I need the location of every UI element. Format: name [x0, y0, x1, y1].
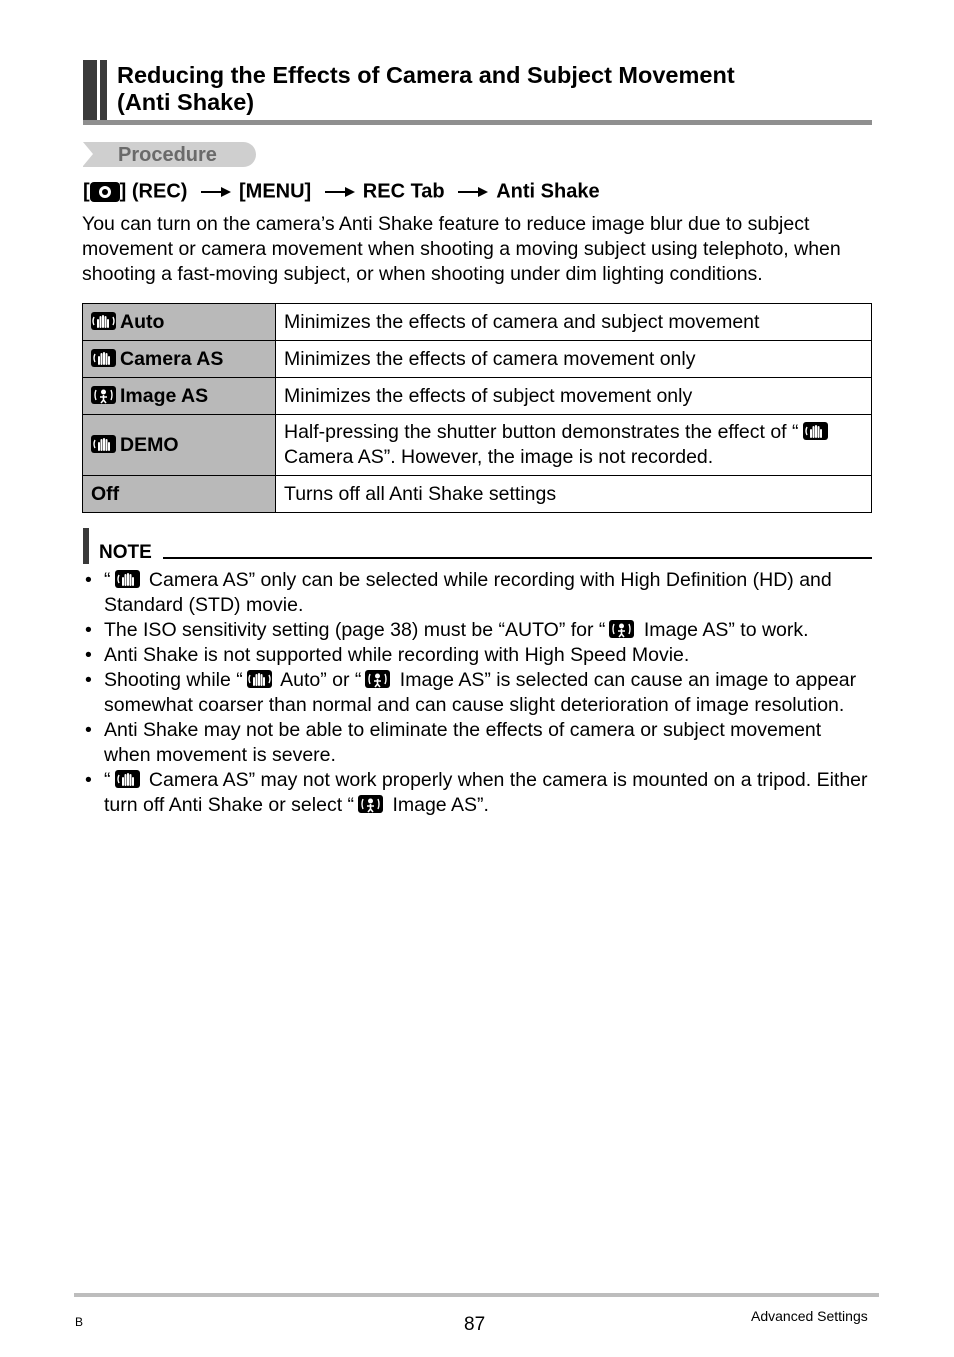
anti-shake-settings-table [82, 303, 872, 513]
path-menu: [MENU] [239, 180, 312, 203]
table-row [83, 415, 872, 476]
setting-cell [83, 341, 276, 378]
heading-bar-thin [100, 60, 107, 121]
note-rule [163, 557, 872, 559]
setting-cell [83, 378, 276, 415]
footer-section: Advanced Settings [751, 1308, 868, 1324]
setting-label: Camera AS [120, 347, 224, 370]
arrow-right-icon [325, 185, 355, 199]
setting-cell [83, 476, 276, 513]
table-row [83, 476, 872, 513]
page-number: 87 [464, 1314, 486, 1335]
demo-icon [91, 435, 116, 453]
list-item: • Anti Shake may not be able to eliminate the effects of camera or subject movement when movement is severe. [82, 718, 872, 768]
image-as-icon [358, 795, 383, 813]
procedure-label: Procedure [118, 144, 217, 166]
footer-rule [74, 1293, 879, 1297]
table-row [83, 378, 872, 415]
setting-label: DEMO [120, 433, 179, 456]
path-rec: ] (REC) [119, 180, 188, 203]
setting-desc: Minimizes the effects of subject movement only [276, 378, 872, 415]
path-item: Anti Shake [496, 180, 600, 203]
heading-underline [83, 120, 872, 125]
arrow-right-icon [201, 185, 231, 199]
setting-desc: Half-pressing the shutter button demonstrates the effect of “ Camera AS”. However, the image is not recorded. [276, 415, 872, 476]
camera-icon [90, 182, 120, 202]
image-as-icon [91, 386, 116, 404]
list-item: • “ Camera AS” only can be selected while recording with High Definition (HD) and Standard (STD) movie. [82, 568, 872, 618]
arrow-right-icon [458, 185, 488, 199]
list-item: • “ Camera AS” may not work properly when the camera is mounted on a tripod. Either turn off Anti Shake or select “ Image AS”. [82, 768, 872, 818]
list-item: • Shooting while “ Auto” or “ Image AS” is selected can cause an image to appear somewhat coarser than normal and can cause slight deterioration of image resolution. [82, 668, 872, 718]
footer-language-code: B [75, 1315, 84, 1329]
setting-label: Off [91, 482, 120, 505]
note-label: NOTE [99, 542, 152, 563]
setting-cell [83, 415, 276, 476]
page-title-line1: Reducing the Effects of Camera and Subject Movement [117, 62, 735, 88]
setting-label: Image AS [120, 384, 209, 407]
list-item: • Anti Shake is not supported while recording with High Speed Movie. [82, 643, 872, 668]
camera-as-icon [115, 770, 140, 788]
note-list [82, 568, 872, 818]
menu-path: [ ] (REC) [MENU] REC Tab Anti Shake [83, 180, 600, 203]
procedure-notch [83, 142, 93, 166]
camera-as-icon [803, 422, 828, 440]
list-item: • The ISO sensitivity setting (page 38) must be “AUTO” for “ Image AS” to work. [82, 618, 872, 643]
image-as-icon [609, 620, 634, 638]
camera-as-icon [115, 570, 140, 588]
setting-cell [83, 304, 276, 341]
anti-shake-auto-icon [247, 670, 272, 688]
setting-desc: Turns off all Anti Shake settings [276, 476, 872, 513]
intro-paragraph: You can turn on the camera’s Anti Shake feature to reduce image blur due to subject movement or camera movement when shooting a moving subject using telephoto, when shooting a fast-moving subject, or when shooting under dim lighting conditions. [82, 213, 841, 285]
table-row [83, 341, 872, 378]
anti-shake-auto-icon [91, 312, 116, 330]
setting-desc: Minimizes the effects of camera and subject movement [276, 304, 872, 341]
table-row [83, 304, 872, 341]
heading-bar [83, 60, 97, 121]
image-as-icon [365, 670, 390, 688]
note-bar [83, 528, 89, 564]
path-tab: REC Tab [362, 180, 445, 203]
setting-label: Auto [120, 310, 165, 333]
page-title [117, 62, 857, 116]
page-title-line2: (Anti Shake) [117, 89, 255, 115]
camera-as-icon [91, 349, 116, 367]
setting-desc: Minimizes the effects of camera movement only [276, 341, 872, 378]
